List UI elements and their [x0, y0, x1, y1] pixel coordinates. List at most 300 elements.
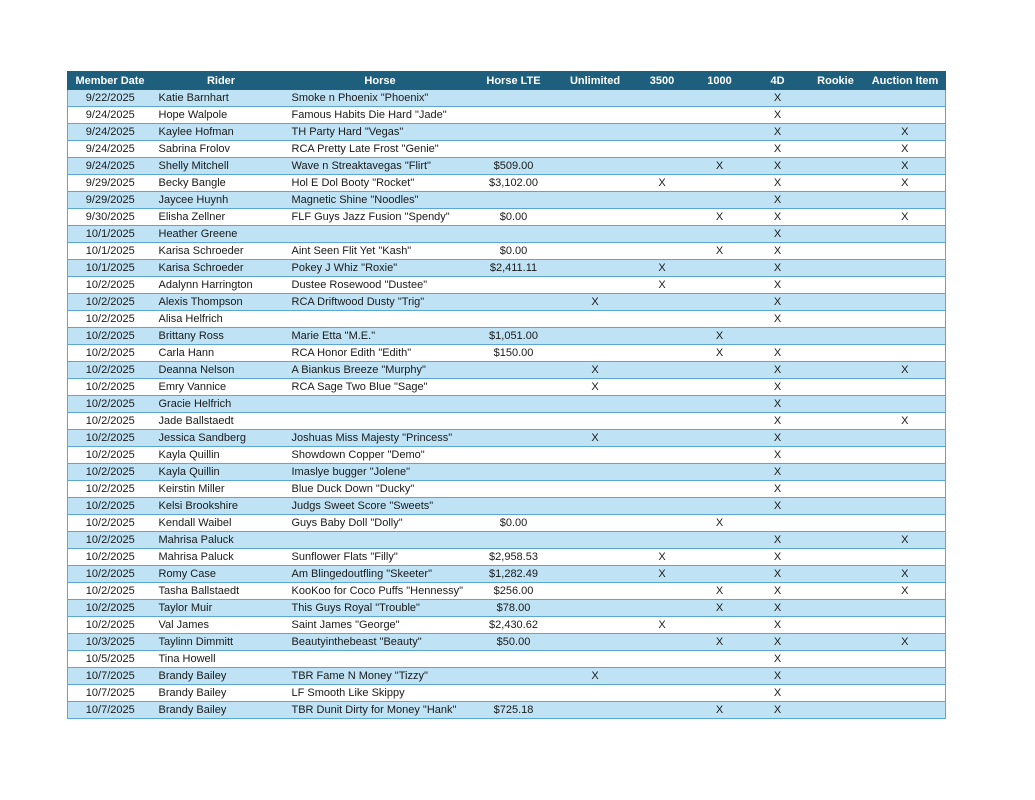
rookie-cell — [807, 362, 865, 379]
rookie-cell — [807, 311, 865, 328]
1000-cell — [691, 396, 749, 413]
3500-cell: X — [634, 566, 691, 583]
table-row — [68, 362, 946, 379]
rider-cell: Alexis Thompson — [153, 294, 290, 311]
1000-cell: X — [691, 209, 749, 226]
4d-cell: X — [749, 379, 807, 396]
member-date-cell: 10/3/2025 — [68, 634, 153, 651]
4d-cell: X — [749, 685, 807, 702]
unlimited-cell — [557, 107, 634, 124]
rookie-cell — [807, 464, 865, 481]
3500-cell — [634, 124, 691, 141]
horse-cell: TH Party Hard "Vegas" — [290, 124, 471, 141]
unlimited-cell — [557, 260, 634, 277]
horse-lte-cell — [471, 226, 557, 243]
rookie-cell — [807, 651, 865, 668]
rookie-cell — [807, 379, 865, 396]
column-header-rider: Rider — [153, 72, 290, 90]
unlimited-cell: X — [557, 668, 634, 685]
4d-cell: X — [749, 617, 807, 634]
unlimited-cell — [557, 600, 634, 617]
member-date-cell: 10/2/2025 — [68, 362, 153, 379]
4d-cell: X — [749, 430, 807, 447]
rookie-cell — [807, 396, 865, 413]
horse-cell: A Biankus Breeze "Murphy" — [290, 362, 471, 379]
rookie-cell — [807, 668, 865, 685]
3500-cell — [634, 209, 691, 226]
rookie-cell — [807, 90, 865, 107]
1000-cell — [691, 447, 749, 464]
table-row — [68, 124, 946, 141]
1000-cell: X — [691, 345, 749, 362]
horse-lte-cell — [471, 532, 557, 549]
rider-cell: Gracie Helfrich — [153, 396, 290, 413]
3500-cell: X — [634, 260, 691, 277]
unlimited-cell — [557, 243, 634, 260]
horse-lte-cell: $2,958.53 — [471, 549, 557, 566]
table-row — [68, 566, 946, 583]
1000-cell — [691, 549, 749, 566]
rookie-cell — [807, 600, 865, 617]
1000-cell — [691, 379, 749, 396]
horse-cell: Smoke n Phoenix "Phoenix" — [290, 90, 471, 107]
auction-item-cell — [865, 464, 946, 481]
table-row — [68, 379, 946, 396]
auction-item-cell — [865, 90, 946, 107]
auction-item-cell — [865, 226, 946, 243]
rider-cell: Taylinn Dimmitt — [153, 634, 290, 651]
table-row — [68, 651, 946, 668]
member-date-cell: 10/2/2025 — [68, 617, 153, 634]
3500-cell — [634, 600, 691, 617]
rider-cell: Kaylee Hofman — [153, 124, 290, 141]
auction-item-cell: X — [865, 362, 946, 379]
unlimited-cell — [557, 345, 634, 362]
4d-cell: X — [749, 90, 807, 107]
3500-cell — [634, 362, 691, 379]
4d-cell: X — [749, 243, 807, 260]
rookie-cell — [807, 141, 865, 158]
4d-cell: X — [749, 362, 807, 379]
horse-lte-cell: $0.00 — [471, 209, 557, 226]
rider-cell: Carla Hann — [153, 345, 290, 362]
horse-lte-cell — [471, 141, 557, 158]
unlimited-cell — [557, 634, 634, 651]
unlimited-cell — [557, 396, 634, 413]
table-row — [68, 617, 946, 634]
table-row — [68, 430, 946, 447]
rider-cell: Kelsi Brookshire — [153, 498, 290, 515]
rookie-cell — [807, 243, 865, 260]
3500-cell — [634, 107, 691, 124]
member-date-cell: 10/2/2025 — [68, 549, 153, 566]
auction-item-cell — [865, 685, 946, 702]
rookie-cell — [807, 481, 865, 498]
3500-cell: X — [634, 277, 691, 294]
column-header-horse: Horse — [290, 72, 471, 90]
1000-cell: X — [691, 515, 749, 532]
4d-cell: X — [749, 447, 807, 464]
3500-cell — [634, 345, 691, 362]
rider-cell: Karisa Schroeder — [153, 260, 290, 277]
horse-lte-cell — [471, 651, 557, 668]
horse-lte-cell — [471, 311, 557, 328]
auction-item-cell — [865, 600, 946, 617]
horse-lte-cell — [471, 396, 557, 413]
unlimited-cell: X — [557, 362, 634, 379]
rookie-cell — [807, 209, 865, 226]
unlimited-cell — [557, 464, 634, 481]
horse-cell — [290, 413, 471, 430]
horse-cell: Pokey J Whiz "Roxie" — [290, 260, 471, 277]
horse-lte-cell: $509.00 — [471, 158, 557, 175]
horse-cell: This Guys Royal "Trouble" — [290, 600, 471, 617]
horse-lte-cell — [471, 481, 557, 498]
3500-cell — [634, 651, 691, 668]
1000-cell — [691, 413, 749, 430]
1000-cell — [691, 226, 749, 243]
horse-cell: Saint James "George" — [290, 617, 471, 634]
horse-cell: TBR Dunit Dirty for Money "Hank" — [290, 702, 471, 719]
3500-cell — [634, 243, 691, 260]
rider-cell: Brandy Bailey — [153, 668, 290, 685]
table-row — [68, 583, 946, 600]
4d-cell — [749, 515, 807, 532]
rider-cell: Kayla Quillin — [153, 447, 290, 464]
horse-lte-cell — [471, 430, 557, 447]
table-row — [68, 90, 946, 107]
horse-cell: Judgs Sweet Score "Sweets" — [290, 498, 471, 515]
rider-cell: Sabrina Frolov — [153, 141, 290, 158]
1000-cell — [691, 668, 749, 685]
4d-cell: X — [749, 226, 807, 243]
horse-lte-cell — [471, 464, 557, 481]
auction-item-cell — [865, 702, 946, 719]
3500-cell — [634, 634, 691, 651]
unlimited-cell — [557, 651, 634, 668]
horse-cell: RCA Sage Two Blue "Sage" — [290, 379, 471, 396]
horse-lte-cell — [471, 413, 557, 430]
member-date-cell: 10/2/2025 — [68, 566, 153, 583]
horse-lte-cell — [471, 668, 557, 685]
4d-cell: X — [749, 107, 807, 124]
horse-cell: Hol E Dol Booty "Rocket" — [290, 175, 471, 192]
unlimited-cell — [557, 192, 634, 209]
1000-cell — [691, 90, 749, 107]
horse-cell: Joshuas Miss Majesty "Princess" — [290, 430, 471, 447]
1000-cell — [691, 430, 749, 447]
table-row — [68, 107, 946, 124]
horse-lte-cell: $725.18 — [471, 702, 557, 719]
rookie-cell — [807, 532, 865, 549]
rider-cell: Jaycee Huynh — [153, 192, 290, 209]
unlimited-cell: X — [557, 379, 634, 396]
rider-cell: Deanna Nelson — [153, 362, 290, 379]
table-row — [68, 549, 946, 566]
horse-cell: RCA Honor Edith "Edith" — [290, 345, 471, 362]
auction-item-cell — [865, 668, 946, 685]
column-header-1000: 1000 — [691, 72, 749, 90]
column-header-member-date: Member Date — [68, 72, 153, 90]
4d-cell: X — [749, 311, 807, 328]
3500-cell — [634, 430, 691, 447]
table-row — [68, 532, 946, 549]
member-date-cell: 10/2/2025 — [68, 532, 153, 549]
auction-item-cell: X — [865, 209, 946, 226]
4d-cell: X — [749, 260, 807, 277]
member-date-cell: 10/2/2025 — [68, 413, 153, 430]
horse-cell: Aint Seen Flit Yet "Kash" — [290, 243, 471, 260]
3500-cell — [634, 328, 691, 345]
table-row — [68, 396, 946, 413]
4d-cell: X — [749, 345, 807, 362]
4d-cell: X — [749, 651, 807, 668]
table-row — [68, 175, 946, 192]
unlimited-cell — [557, 685, 634, 702]
table-row — [68, 634, 946, 651]
1000-cell — [691, 192, 749, 209]
auction-item-cell — [865, 617, 946, 634]
member-date-cell: 10/7/2025 — [68, 668, 153, 685]
rider-cell: Brandy Bailey — [153, 702, 290, 719]
horse-cell — [290, 311, 471, 328]
rider-cell: Shelly Mitchell — [153, 158, 290, 175]
member-date-cell: 9/24/2025 — [68, 124, 153, 141]
auction-item-cell: X — [865, 158, 946, 175]
3500-cell: X — [634, 549, 691, 566]
horse-cell: RCA Pretty Late Frost "Genie" — [290, 141, 471, 158]
3500-cell — [634, 515, 691, 532]
table-row — [68, 413, 946, 430]
rider-cell: Emry Vannice — [153, 379, 290, 396]
1000-cell — [691, 107, 749, 124]
horse-lte-cell — [471, 107, 557, 124]
rookie-cell — [807, 226, 865, 243]
unlimited-cell — [557, 617, 634, 634]
table-row — [68, 702, 946, 719]
horse-cell: Am Blingedoutfling "Skeeter" — [290, 566, 471, 583]
auction-item-cell: X — [865, 175, 946, 192]
member-date-cell: 10/2/2025 — [68, 430, 153, 447]
3500-cell — [634, 379, 691, 396]
4d-cell: X — [749, 668, 807, 685]
member-date-cell: 10/2/2025 — [68, 345, 153, 362]
unlimited-cell — [557, 277, 634, 294]
1000-cell: X — [691, 600, 749, 617]
3500-cell — [634, 702, 691, 719]
rider-cell: Tasha Ballstaedt — [153, 583, 290, 600]
3500-cell: X — [634, 175, 691, 192]
member-date-cell: 10/2/2025 — [68, 277, 153, 294]
member-date-cell: 9/24/2025 — [68, 158, 153, 175]
1000-cell — [691, 260, 749, 277]
1000-cell — [691, 294, 749, 311]
table-row — [68, 685, 946, 702]
unlimited-cell — [557, 583, 634, 600]
unlimited-cell — [557, 158, 634, 175]
unlimited-cell — [557, 209, 634, 226]
rider-cell: Alisa Helfrich — [153, 311, 290, 328]
auction-item-cell — [865, 277, 946, 294]
horse-cell: KooKoo for Coco Puffs "Hennessy" — [290, 583, 471, 600]
3500-cell — [634, 464, 691, 481]
member-date-cell: 10/2/2025 — [68, 447, 153, 464]
3500-cell — [634, 311, 691, 328]
member-date-cell: 10/1/2025 — [68, 243, 153, 260]
3500-cell: X — [634, 617, 691, 634]
member-date-cell: 10/2/2025 — [68, 294, 153, 311]
member-date-cell: 10/2/2025 — [68, 600, 153, 617]
rookie-cell — [807, 277, 865, 294]
horse-cell: Guys Baby Doll "Dolly" — [290, 515, 471, 532]
3500-cell — [634, 447, 691, 464]
rider-cell: Romy Case — [153, 566, 290, 583]
table-row — [68, 328, 946, 345]
horse-cell: Wave n Streaktavegas "Flirt" — [290, 158, 471, 175]
column-header-rookie: Rookie — [807, 72, 865, 90]
1000-cell — [691, 311, 749, 328]
member-date-cell: 10/2/2025 — [68, 481, 153, 498]
1000-cell — [691, 464, 749, 481]
horse-cell — [290, 651, 471, 668]
4d-cell: X — [749, 498, 807, 515]
member-date-cell: 10/2/2025 — [68, 379, 153, 396]
unlimited-cell — [557, 447, 634, 464]
1000-cell: X — [691, 243, 749, 260]
unlimited-cell — [557, 481, 634, 498]
rookie-cell — [807, 583, 865, 600]
4d-cell: X — [749, 702, 807, 719]
rider-cell: Jade Ballstaedt — [153, 413, 290, 430]
horse-lte-cell — [471, 192, 557, 209]
rookie-cell — [807, 549, 865, 566]
table-body — [68, 90, 946, 719]
4d-cell: X — [749, 481, 807, 498]
auction-item-cell — [865, 498, 946, 515]
auction-item-cell — [865, 549, 946, 566]
unlimited-cell — [557, 124, 634, 141]
member-date-cell: 10/7/2025 — [68, 685, 153, 702]
rider-cell: Karisa Schroeder — [153, 243, 290, 260]
rider-cell: Mahrisa Paluck — [153, 549, 290, 566]
rookie-cell — [807, 294, 865, 311]
unlimited-cell — [557, 566, 634, 583]
auction-item-cell — [865, 294, 946, 311]
rider-cell: Hope Walpole — [153, 107, 290, 124]
rider-cell: Elisha Zellner — [153, 209, 290, 226]
unlimited-cell — [557, 141, 634, 158]
1000-cell — [691, 498, 749, 515]
1000-cell — [691, 651, 749, 668]
rider-cell: Tina Howell — [153, 651, 290, 668]
horse-lte-cell: $1,282.49 — [471, 566, 557, 583]
4d-cell: X — [749, 600, 807, 617]
rookie-cell — [807, 447, 865, 464]
horse-cell — [290, 532, 471, 549]
4d-cell: X — [749, 124, 807, 141]
horse-lte-cell: $2,430.62 — [471, 617, 557, 634]
rider-cell: Becky Bangle — [153, 175, 290, 192]
rider-cell: Jessica Sandberg — [153, 430, 290, 447]
rookie-cell — [807, 345, 865, 362]
member-date-cell: 10/2/2025 — [68, 498, 153, 515]
rider-cell: Kendall Waibel — [153, 515, 290, 532]
table-row — [68, 243, 946, 260]
3500-cell — [634, 532, 691, 549]
auction-item-cell — [865, 430, 946, 447]
member-date-cell: 10/2/2025 — [68, 515, 153, 532]
column-header-auction-item: Auction Item — [865, 72, 946, 90]
auction-item-cell: X — [865, 634, 946, 651]
rookie-cell — [807, 702, 865, 719]
4d-cell: X — [749, 532, 807, 549]
member-date-cell: 9/30/2025 — [68, 209, 153, 226]
rookie-cell — [807, 158, 865, 175]
auction-item-cell: X — [865, 413, 946, 430]
horse-cell: Imaslye bugger "Jolene" — [290, 464, 471, 481]
horse-cell: Dustee Rosewood "Dustee" — [290, 277, 471, 294]
table-row — [68, 498, 946, 515]
column-header-4d: 4D — [749, 72, 807, 90]
rookie-cell — [807, 430, 865, 447]
4d-cell: X — [749, 566, 807, 583]
1000-cell: X — [691, 328, 749, 345]
table-row — [68, 277, 946, 294]
rookie-cell — [807, 498, 865, 515]
horse-lte-cell: $1,051.00 — [471, 328, 557, 345]
horse-cell: FLF Guys Jazz Fusion "Spendy" — [290, 209, 471, 226]
auction-item-cell — [865, 107, 946, 124]
3500-cell — [634, 90, 691, 107]
table-row — [68, 515, 946, 532]
horse-cell: Blue Duck Down "Ducky" — [290, 481, 471, 498]
auction-item-cell: X — [865, 124, 946, 141]
horse-lte-cell: $0.00 — [471, 515, 557, 532]
rookie-cell — [807, 175, 865, 192]
member-date-cell: 10/7/2025 — [68, 702, 153, 719]
horse-cell: LF Smooth Like Skippy — [290, 685, 471, 702]
member-date-cell: 10/2/2025 — [68, 328, 153, 345]
member-date-cell: 10/1/2025 — [68, 226, 153, 243]
auction-item-cell — [865, 396, 946, 413]
4d-cell: X — [749, 413, 807, 430]
rider-cell: Mahrisa Paluck — [153, 532, 290, 549]
auction-item-cell — [865, 515, 946, 532]
rookie-cell — [807, 413, 865, 430]
horse-lte-cell — [471, 447, 557, 464]
member-date-cell: 10/2/2025 — [68, 464, 153, 481]
auction-item-cell — [865, 192, 946, 209]
table-row — [68, 345, 946, 362]
header-row — [68, 72, 946, 90]
1000-cell — [691, 481, 749, 498]
1000-cell — [691, 175, 749, 192]
1000-cell — [691, 362, 749, 379]
table-row — [68, 158, 946, 175]
horse-lte-cell: $78.00 — [471, 600, 557, 617]
rider-cell: Val James — [153, 617, 290, 634]
unlimited-cell: X — [557, 294, 634, 311]
horse-lte-cell: $256.00 — [471, 583, 557, 600]
unlimited-cell — [557, 175, 634, 192]
rookie-cell — [807, 634, 865, 651]
4d-cell: X — [749, 396, 807, 413]
unlimited-cell — [557, 226, 634, 243]
member-date-cell: 10/2/2025 — [68, 583, 153, 600]
3500-cell — [634, 413, 691, 430]
4d-cell: X — [749, 464, 807, 481]
horse-lte-cell — [471, 685, 557, 702]
